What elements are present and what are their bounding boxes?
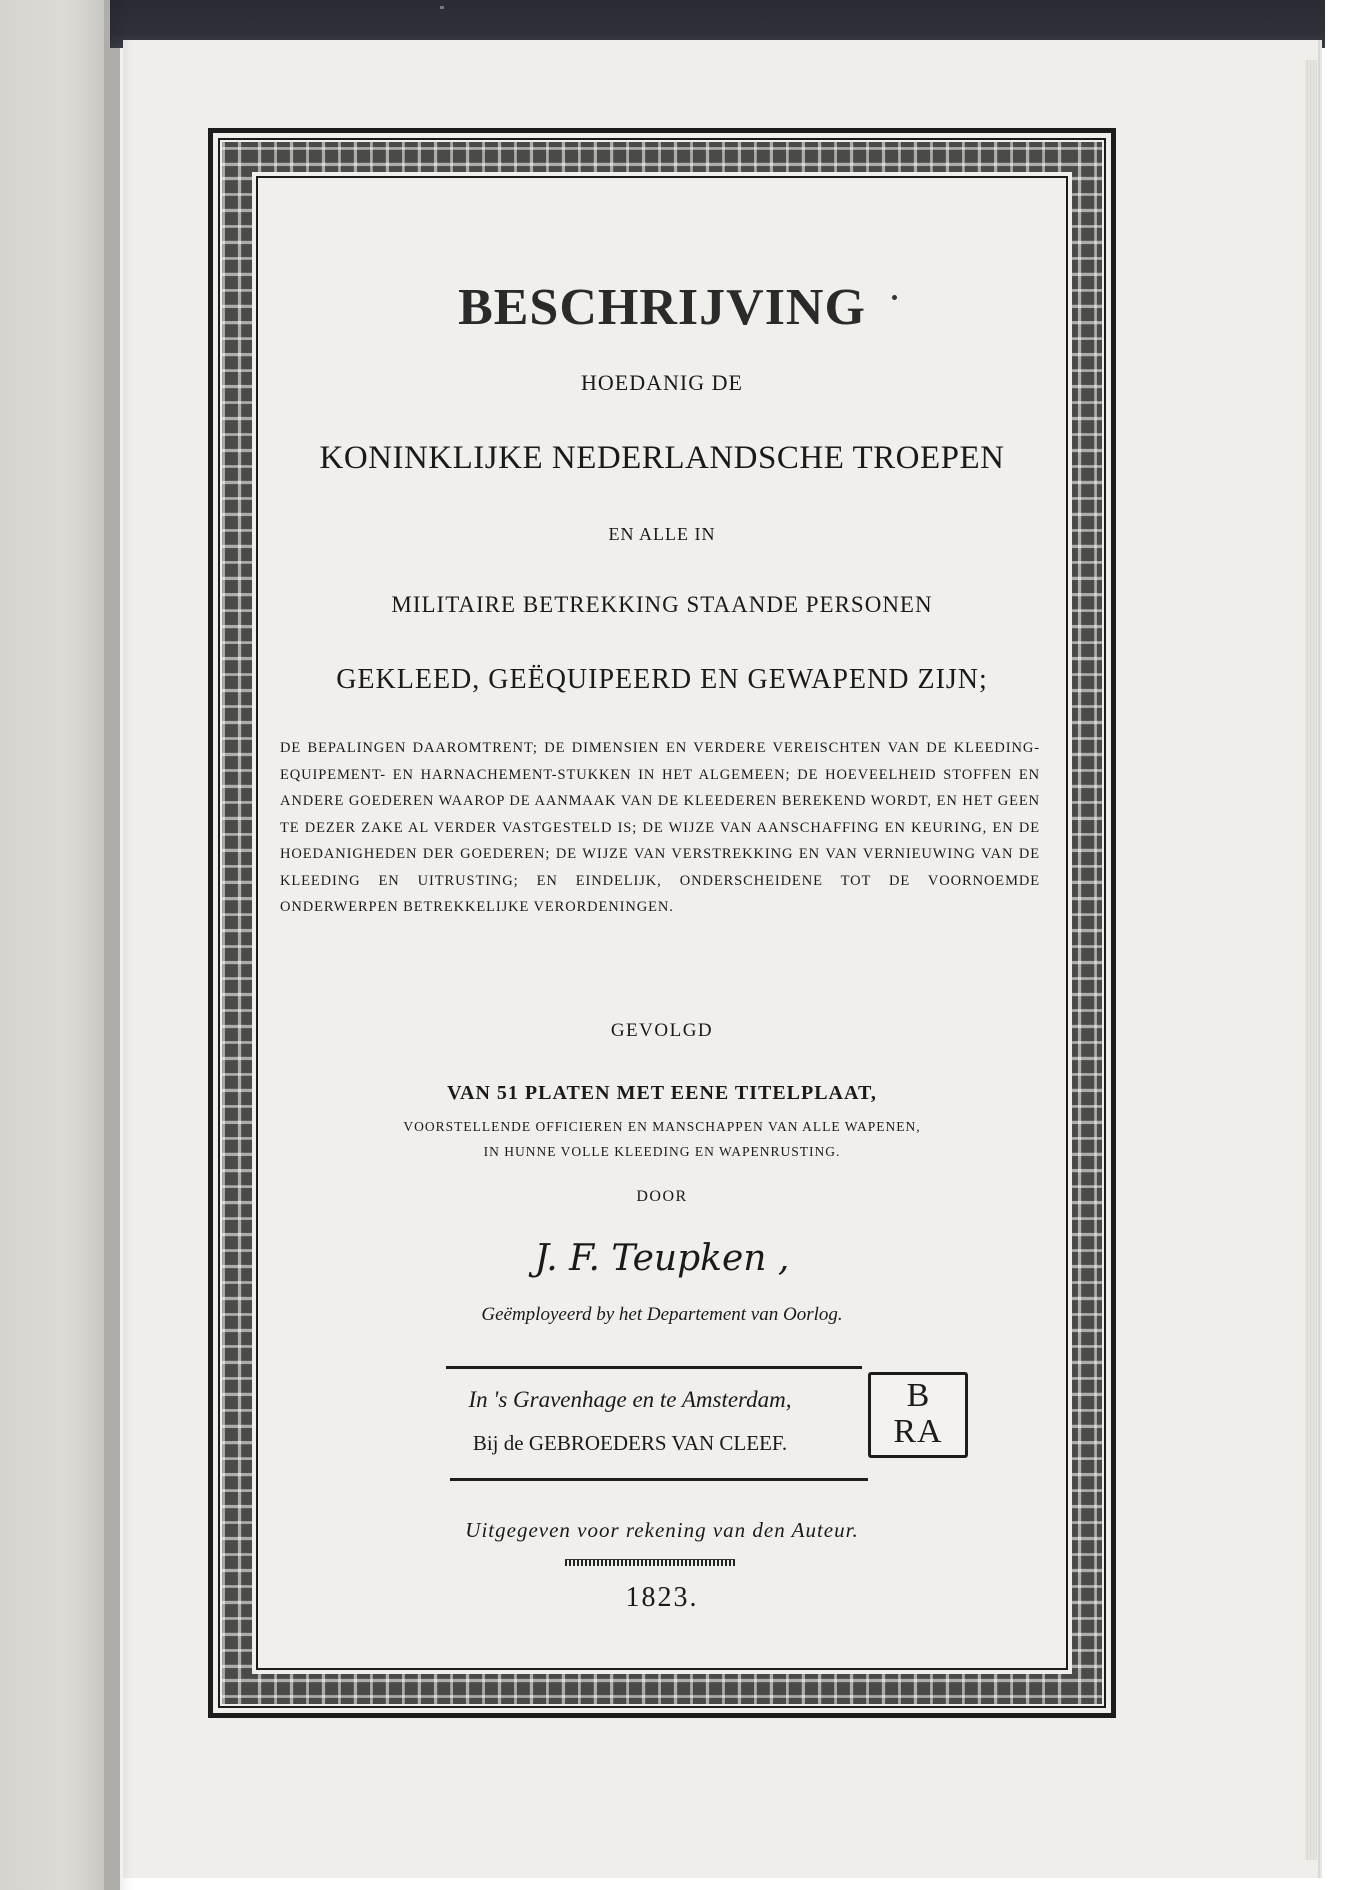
imprint-top-rule: [446, 1366, 862, 1369]
subtitle-militaire: MILITAIRE BETREKKING STAANDE PERSONEN: [391, 592, 933, 617]
subtitle-en-alle: EN ALLE IN: [608, 524, 716, 544]
subtitle-troepen: KONINKLIJKE NEDERLANDSCHE TROEPEN: [319, 440, 1005, 476]
gevolgd-heading: GEVOLGD: [610, 1020, 714, 1041]
decorative-wavy-rule: [565, 1559, 735, 1566]
book-binding: [0, 0, 120, 1890]
platen-line: VAN 51 PLATEN MET EENE TITELPLAAT,: [447, 1082, 877, 1104]
page-title: BESCHRIJVING: [458, 279, 866, 336]
wapenrusting-line: IN HUNNE VOLLE KLEEDING EN WAPENRUSTING.: [483, 1144, 841, 1159]
stamp-letter-b: B: [906, 1377, 930, 1414]
gutter-shadow: [104, 0, 134, 1890]
voorstellende-line: VOORSTELLENDE OFFICIEREN EN MANSCHAPPEN VAN ALLE WAPENEN,: [403, 1119, 921, 1134]
ink-dot: [892, 295, 897, 300]
uitgegeven-line: Uitgegeven voor rekening van den Auteur.: [465, 1518, 859, 1542]
imprint-publisher: Bij de GEBROEDERS VAN CLEEF.: [472, 1431, 788, 1455]
library-stamp: [868, 1372, 968, 1458]
description-paragraph: DE BEPALINGEN DAAROMTRENT; DE DIMENSIEN EN VERDERE VEREISCHTEN VAN DE KLEEDING- EQUIPEMENT- EN HARNACHEMENT-STUKKEN IN HET ALGEMEEN; DE HOEVEELHEID STOFFEN EN ANDERE GOEDEREN WAAROP DE AANMAAK VAN DE KLEEDEREN BEREKEND WORDT, EN HET GEEN TE DEZER ZAKE AL VERDER VASTGESTELD IS; DE WIJZE VAN AANSCHAFFING EN KEURING, EN DE HOEDANIGHEDEN DER GOEDEREN; DE WIJZE VAN VERSTREKKING EN VAN VERNIEUWING VAN DE KLEEDING EN UITRUSTING; EN EINDELIJK, ONDERSCHEIDENE TOT DE VOORNOEMDE ONDERWERPEN BETREKKELIJKE VERORDENINGEN.: [280, 740, 1040, 915]
author-name: J. F. Teupken ,: [534, 1238, 790, 1279]
door-label: DOOR: [636, 1188, 688, 1205]
publication-year: 1823.: [625, 1582, 699, 1613]
paper-spot: [440, 6, 444, 9]
stamp-letters-ra: RA: [893, 1413, 943, 1450]
imprint-bottom-rule: [450, 1478, 868, 1481]
imprint-place: In 's Gravenhage en te Amsterdam,: [468, 1387, 792, 1412]
subtitle-gekleed: GEKLEED, GEËQUIPEERD EN GEWAPEND ZIJN;: [336, 664, 988, 695]
author-employment: Geëmployeerd by het Departement van Oorlog.: [481, 1304, 843, 1325]
page-edges: [1305, 60, 1317, 1860]
subtitle-hoedanig: HOEDANIG DE: [581, 370, 743, 395]
